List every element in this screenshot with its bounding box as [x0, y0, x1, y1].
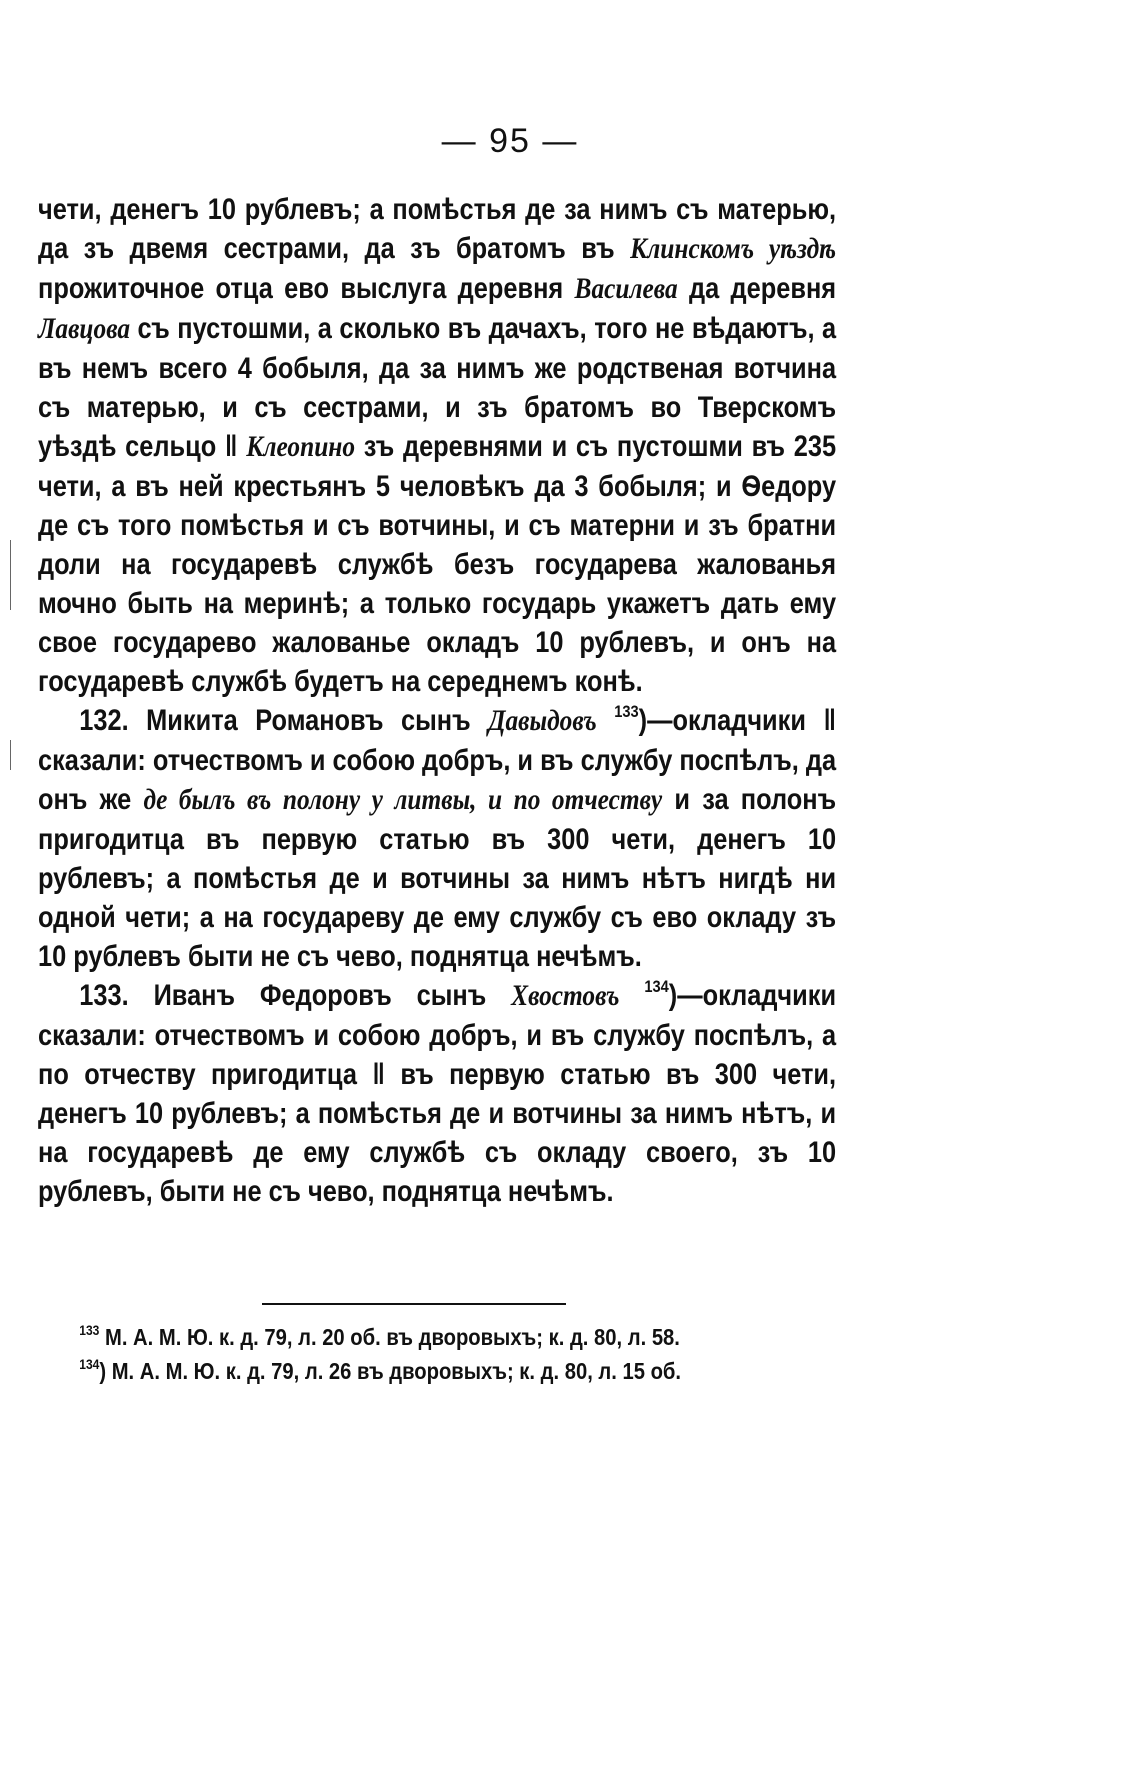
text-run: чети, денегъ 10 рублевъ; а помѣстья де за нимъ съ матерью, да зъ двемя сестрами, да зъ братомъ въ: [38, 193, 837, 265]
text-run: 132. Микита Романовъ сынъ: [79, 704, 489, 737]
text-run: зъ деревнями и съ пустошми въ 235 чети, а въ ней крестьянъ 5 человѣкъ да 3 бобыля; и Ѳедору де съ того помѣстья и съ вотчины, и съ матерни и зъ братни доли на государевѣ службѣ безъ государева жалованья мочно быть на меринѣ; а только государь укажетъ дать ему свое государево жалованье окладъ 10 рублевъ, и онъ на государевѣ службѣ будетъ на середнемъ конѣ.: [38, 430, 837, 698]
footnote-divider: [262, 1303, 566, 1305]
italic-surname: Хвостовъ: [511, 980, 620, 1012]
footnote-reference: 134: [644, 977, 669, 996]
text-run: съ пустошми, а сколько въ дачахъ, того не вѣдаютъ, а въ немъ всего 4 бобыля, да за нимъ же родственая вотчина съ матерью, и съ сестрами, и зъ братомъ во Тверскомъ уѣздѣ сельцо ‖: [38, 312, 837, 463]
italic-surname: Давыдовъ: [488, 705, 597, 737]
italic-place-name: Василева: [574, 273, 678, 305]
text-run: )—окладчики ‖ сказали: отчествомъ и собою добръ, и въ службу поспѣлъ, да онъ же: [38, 704, 837, 816]
text-run: и за полонъ пригодитца въ первую статью въ 300 чети, денегъ 10 рублевъ; а помѣстья де и вотчины за нимъ нѣтъ нигдѣ ни одной чети; а на государеву де ему службу съ ево окладу зъ 10 рублевъ быти не съ чево, поднятца нечѣмъ.: [38, 783, 837, 973]
paragraph-entry-133: [38, 976, 836, 1211]
italic-place-name: Клинскомъ уѣздѣ: [630, 233, 837, 265]
italic-phrase: де былъ въ полону у литвы, и по отчеству: [143, 784, 663, 816]
footnote-number: 133: [79, 1322, 100, 1338]
margin-line-mark: [10, 740, 11, 770]
italic-place-name: Лавцова: [38, 313, 131, 345]
paragraph-entry-132: [38, 701, 836, 976]
footnote-133: [38, 1320, 836, 1354]
footnote-134: [38, 1354, 836, 1388]
text-run: прожиточное отца ево выслуга деревня: [38, 272, 575, 305]
page-number: — 95 —: [441, 122, 579, 160]
text-run: да деревня: [677, 272, 837, 305]
text-run: 133. Иванъ Федоровъ сынъ: [79, 979, 512, 1012]
margin-line-mark: [10, 540, 11, 610]
footnote-text: ) М. А. М. Ю. к. д. 79, л. 26 въ дворовыхъ; к. д. 80, л. 15 об.: [99, 1358, 682, 1384]
body-text: [38, 190, 836, 1211]
italic-place-name: Клеопино: [246, 431, 356, 463]
text-run: )—окладчики сказали: отчествомъ и собою добръ, и въ службу поспѣлъ, а по отчеству пригодитца ‖ въ первую статью въ 300 чети, денегъ 10 рублевъ; а помѣстья де и вотчины за нимъ нѣтъ, и на государевѣ де ему службѣ съ окладу своего, зъ 10 рублевъ, быти не съ чево, поднятца нечѣмъ.: [38, 979, 837, 1208]
footnote-number: 134: [79, 1356, 100, 1372]
paragraph-continuation: [38, 190, 836, 701]
footnote-text: М. А. М. Ю. к. д. 79, л. 20 об. въ дворовыхъ; к. д. 80, л. 58.: [99, 1324, 680, 1350]
footnote-reference: 133: [614, 702, 639, 721]
footnotes: [38, 1320, 836, 1388]
